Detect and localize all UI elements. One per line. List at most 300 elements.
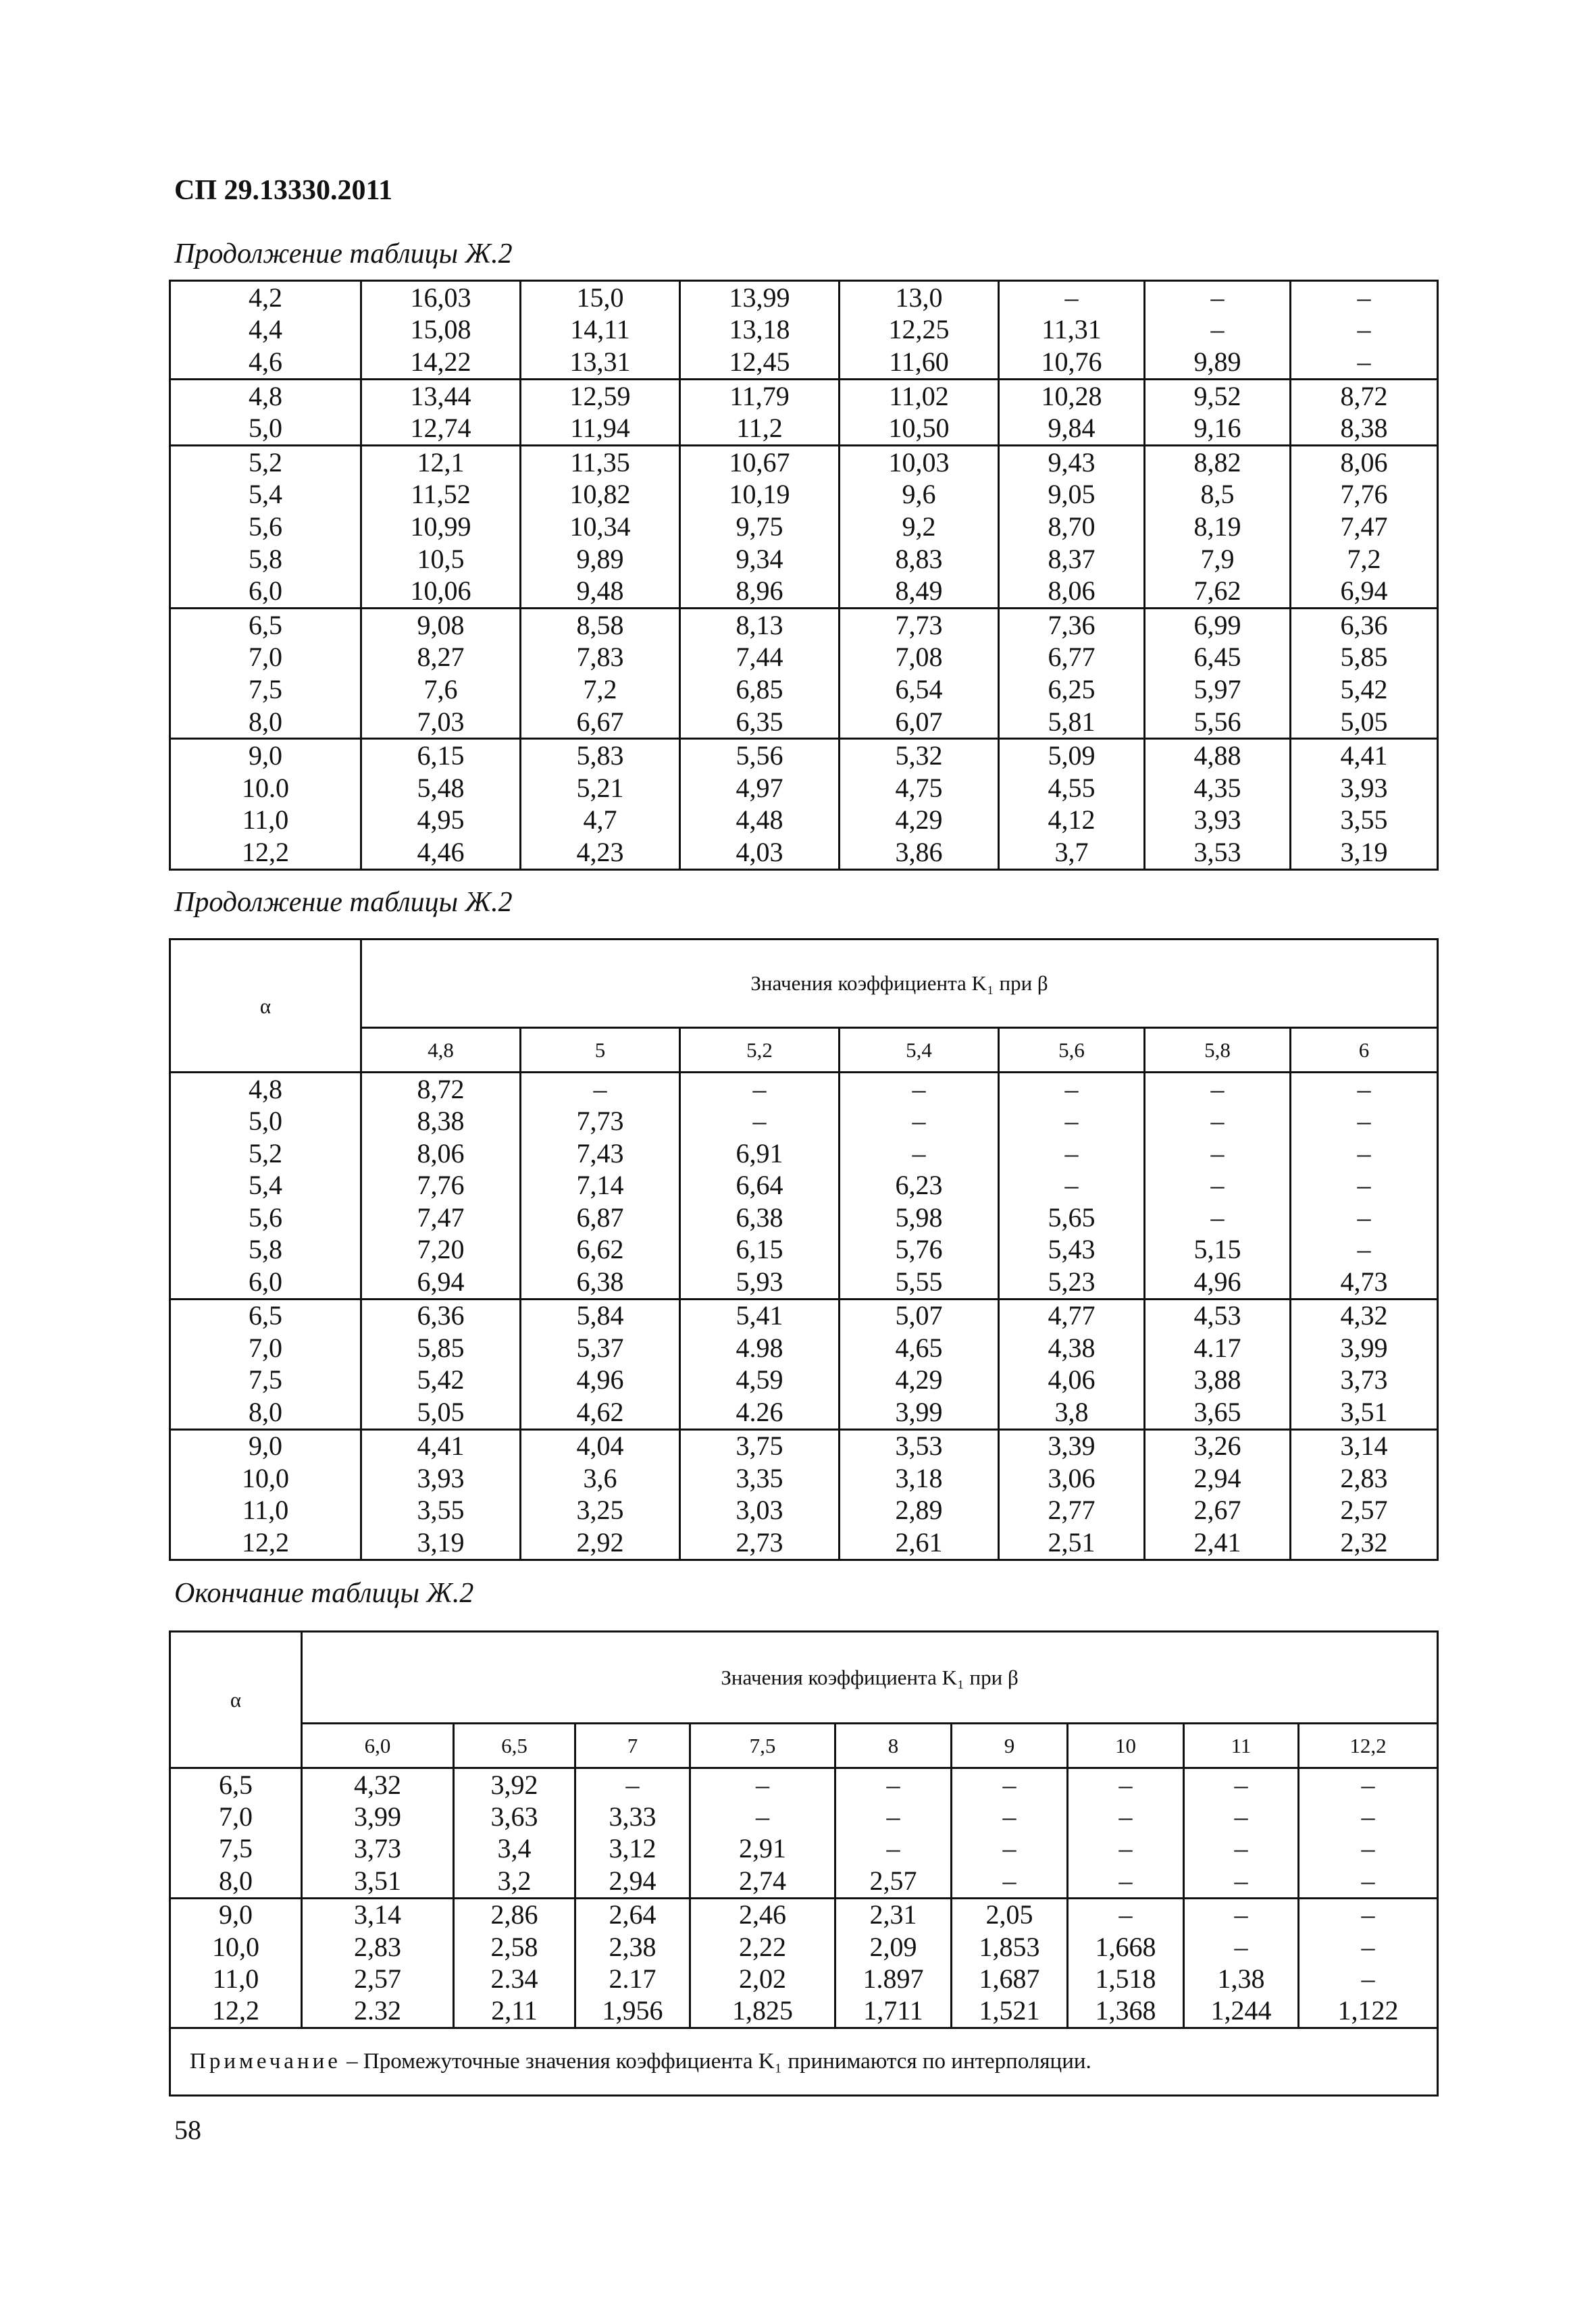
k1-value-cell: 1,521	[952, 1995, 1068, 2028]
k1-value-cell: 3,99	[840, 1396, 999, 1429]
k1-value-cell: 11,35	[521, 445, 680, 478]
k1-value-cell: 8,49	[840, 575, 999, 608]
alpha-cell: 9,0	[170, 739, 361, 772]
beta-header-cell: 6,5	[454, 1723, 575, 1768]
k1-value-cell: 5,43	[999, 1234, 1145, 1266]
alpha-cell: 7,0	[170, 1801, 302, 1832]
k1-value-cell: 7,62	[1145, 575, 1291, 608]
alpha-cell: 6,5	[170, 1299, 361, 1332]
table3-caption: Окончание таблицы Ж.2	[174, 1578, 474, 1609]
k1-value-cell: 2,91	[690, 1833, 835, 1865]
beta-header-cell: 5,2	[680, 1027, 840, 1072]
table-row	[170, 346, 1438, 379]
beta-header-cell: 4,8	[361, 1027, 521, 1072]
k1-value-cell: –	[1299, 1931, 1438, 1963]
beta-header-cell: 6	[1291, 1027, 1438, 1072]
k1-value-cell: 5,84	[521, 1299, 680, 1332]
k1-value-cell: 6,38	[680, 1202, 840, 1234]
k1-value-cell: 8,70	[999, 511, 1145, 543]
k1-value-cell: 8,96	[680, 575, 840, 608]
k1-value-cell: 4,97	[680, 772, 840, 804]
k1-value-cell: –	[999, 281, 1145, 314]
table-row	[170, 1106, 1438, 1138]
k1-value-cell: –	[1299, 1963, 1438, 1995]
k1-value-cell: 3,33	[575, 1801, 690, 1832]
alpha-cell: 5,4	[170, 479, 361, 511]
k1-value-cell: 4.98	[680, 1332, 840, 1364]
beta-header-cell: 6,0	[302, 1723, 454, 1768]
k1-value-cell: –	[690, 1768, 835, 1801]
k1-value-cell: 10,28	[999, 379, 1145, 412]
k1-value-cell: 5,93	[680, 1266, 840, 1299]
k1-value-cell: 6,15	[361, 739, 521, 772]
k1-value-cell: 2,31	[835, 1898, 952, 1931]
k1-value-cell: 12,25	[840, 314, 999, 346]
k1-value-cell: 5,56	[680, 739, 840, 772]
k1-value-cell: 5,48	[361, 772, 521, 804]
table-row	[170, 1865, 1438, 1898]
k1-value-cell: 9,08	[361, 608, 521, 641]
table1	[169, 280, 1439, 871]
k1-value-cell: 9,6	[840, 479, 999, 511]
k1-value-cell: 7,6	[361, 673, 521, 706]
k1-value-cell: 1,518	[1068, 1963, 1184, 1995]
k1-value-cell: 1,711	[835, 1995, 952, 2028]
k1-value-cell: –	[1291, 346, 1438, 379]
note-text: – Промежуточные значения коэффициента K₁ принимаются по интерполяции.	[346, 2049, 1091, 2074]
k1-value-cell: 3,18	[840, 1462, 999, 1495]
k1-value-cell: –	[690, 1801, 835, 1832]
alpha-cell: 5,8	[170, 543, 361, 575]
k1-value-cell: 5,32	[840, 739, 999, 772]
k1-value-cell: 4,46	[361, 836, 521, 869]
alpha-cell: 12,2	[170, 836, 361, 869]
k1-value-cell: 6,54	[840, 673, 999, 706]
k1-value-cell: 9,05	[999, 479, 1145, 511]
k1-value-cell: 6,38	[521, 1266, 680, 1299]
k1-value-cell: 7,47	[361, 1202, 521, 1234]
k1-value-cell: –	[1299, 1833, 1438, 1865]
k1-value-cell: 8,82	[1145, 445, 1291, 478]
k1-value-cell: 10,06	[361, 575, 521, 608]
k1-value-cell: 5,21	[521, 772, 680, 804]
k1-value-cell: 4,75	[840, 772, 999, 804]
k1-value-cell: 4,29	[840, 804, 999, 837]
k1-value-cell: 3,6	[521, 1462, 680, 1495]
k1-value-cell: 10,99	[361, 511, 521, 543]
k1-value-cell: 11,52	[361, 479, 521, 511]
alpha-cell: 6,5	[170, 1768, 302, 1801]
k1-group-header: Значения коэффициента K₁ при β	[302, 1632, 1438, 1724]
k1-value-cell: 5,85	[361, 1332, 521, 1364]
k1-value-cell: 8,27	[361, 642, 521, 674]
alpha-cell: 6,0	[170, 1266, 361, 1299]
k1-value-cell: –	[1184, 1865, 1299, 1898]
k1-value-cell: 11,2	[680, 412, 840, 445]
alpha-cell: 5,4	[170, 1170, 361, 1202]
k1-value-cell: 7,20	[361, 1234, 521, 1266]
k1-value-cell: 12,74	[361, 412, 521, 445]
k1-value-cell: 3,8	[999, 1396, 1145, 1429]
k1-value-cell: 3,86	[840, 836, 999, 869]
k1-value-cell: –	[1145, 1137, 1291, 1170]
k1-value-cell: 6,94	[1291, 575, 1438, 608]
k1-value-cell: 5,15	[1145, 1234, 1291, 1266]
k1-value-cell: 3,25	[521, 1495, 680, 1527]
k1-value-cell: –	[999, 1106, 1145, 1138]
k1-value-cell: 5,55	[840, 1266, 999, 1299]
k1-value-cell: 5,41	[680, 1299, 840, 1332]
beta-header-cell: 11	[1184, 1723, 1299, 1768]
beta-header-cell: 10	[1068, 1723, 1184, 1768]
k1-value-cell: 3,55	[1291, 804, 1438, 837]
table1-caption: Продолжение таблицы Ж.2	[174, 238, 513, 269]
table-row	[170, 1833, 1438, 1865]
k1-value-cell: –	[952, 1768, 1068, 1801]
table-row	[170, 1801, 1438, 1832]
table-row	[170, 1963, 1438, 1995]
alpha-cell: 4,4	[170, 314, 361, 346]
k1-value-cell: 2,94	[575, 1865, 690, 1898]
k1-value-cell: 7,73	[521, 1106, 680, 1138]
k1-value-cell: 8,58	[521, 608, 680, 641]
beta-header-cell: 9	[952, 1723, 1068, 1768]
k1-value-cell: 15,0	[521, 281, 680, 314]
k1-value-cell: 3,19	[1291, 836, 1438, 869]
k1-value-cell: –	[1299, 1768, 1438, 1801]
k1-value-cell: 6,45	[1145, 642, 1291, 674]
k1-value-cell: 3,99	[302, 1801, 454, 1832]
k1-value-cell: 3,7	[999, 836, 1145, 869]
alpha-cell: 12,2	[170, 1526, 361, 1560]
page-number: 58	[174, 2115, 201, 2145]
k1-value-cell: –	[1184, 1931, 1299, 1963]
k1-value-cell: 2,32	[1291, 1526, 1438, 1560]
k1-value-cell: 11,02	[840, 379, 999, 412]
k1-value-cell: 5,42	[1291, 673, 1438, 706]
k1-value-cell: –	[1145, 1202, 1291, 1234]
k1-value-cell: 7,43	[521, 1137, 680, 1170]
table-row	[170, 445, 1438, 478]
alpha-cell: 5,8	[170, 1234, 361, 1266]
k1-value-cell: 1,668	[1068, 1931, 1184, 1963]
k1-value-cell: 3,03	[680, 1495, 840, 1527]
k1-value-cell: 5,83	[521, 739, 680, 772]
alpha-header: α	[170, 940, 361, 1073]
k1-value-cell: 10,34	[521, 511, 680, 543]
k1-value-cell: 13,31	[521, 346, 680, 379]
k1-value-cell: 6,15	[680, 1234, 840, 1266]
k1-value-cell: 4,38	[999, 1332, 1145, 1364]
k1-value-cell: 6,36	[361, 1299, 521, 1332]
table-row	[170, 1429, 1438, 1462]
k1-value-cell: 12,1	[361, 445, 521, 478]
k1-value-cell: 3,63	[454, 1801, 575, 1832]
k1-value-cell: –	[952, 1865, 1068, 1898]
beta-header-cell: 7	[575, 1723, 690, 1768]
k1-value-cell: 4,96	[1145, 1266, 1291, 1299]
table2	[169, 938, 1439, 1561]
k1-value-cell: –	[1145, 314, 1291, 346]
k1-value-cell: 3,55	[361, 1495, 521, 1527]
k1-value-cell: 7,47	[1291, 511, 1438, 543]
k1-value-cell: 4,53	[1145, 1299, 1291, 1332]
k1-value-cell: 7,2	[521, 673, 680, 706]
table-row	[170, 1768, 1438, 1801]
alpha-cell: 10.0	[170, 772, 361, 804]
k1-value-cell: 8,83	[840, 543, 999, 575]
k1-value-cell: –	[680, 1073, 840, 1106]
k1-value-cell: 3,51	[302, 1865, 454, 1898]
k1-value-cell: 1,825	[690, 1995, 835, 2028]
k1-value-cell: 6,99	[1145, 608, 1291, 641]
table-row	[170, 836, 1438, 869]
k1-value-cell: 3,93	[361, 1462, 521, 1495]
k1-value-cell: –	[1145, 1170, 1291, 1202]
k1-value-cell: 3,4	[454, 1833, 575, 1865]
k1-value-cell: 7,44	[680, 642, 840, 674]
k1-value-cell: –	[1068, 1898, 1184, 1931]
table-row	[170, 1332, 1438, 1364]
k1-value-cell: 4.17	[1145, 1332, 1291, 1364]
k1-value-cell: 8,06	[1291, 445, 1438, 478]
k1-value-cell: 8,72	[361, 1073, 521, 1106]
k1-value-cell: –	[1291, 281, 1438, 314]
table-row	[170, 1266, 1438, 1299]
alpha-cell: 4,2	[170, 281, 361, 314]
k1-value-cell: 4,06	[999, 1364, 1145, 1397]
alpha-cell: 7,0	[170, 1332, 361, 1364]
table-row	[170, 1526, 1438, 1560]
k1-value-cell: 5,81	[999, 706, 1145, 739]
k1-value-cell: 3,53	[1145, 836, 1291, 869]
k1-value-cell: –	[575, 1768, 690, 1801]
alpha-cell: 4,8	[170, 1073, 361, 1106]
table-row	[170, 1898, 1438, 1931]
alpha-cell: 7,0	[170, 642, 361, 674]
k1-value-cell: 8,38	[1291, 412, 1438, 445]
k1-value-cell: 2,11	[454, 1995, 575, 2028]
k1-value-cell: 2,73	[680, 1526, 840, 1560]
k1-value-cell: 8,13	[680, 608, 840, 641]
k1-value-cell: 10,76	[999, 346, 1145, 379]
k1-value-cell: 4,32	[302, 1768, 454, 1801]
k1-value-cell: 4,12	[999, 804, 1145, 837]
table-row	[170, 1931, 1438, 1963]
k1-value-cell: 3,12	[575, 1833, 690, 1865]
k1-value-cell: 9,48	[521, 575, 680, 608]
k1-value-cell: 14,22	[361, 346, 521, 379]
k1-value-cell: 5,65	[999, 1202, 1145, 1234]
k1-value-cell: 2,86	[454, 1898, 575, 1931]
k1-value-cell: 2,83	[302, 1931, 454, 1963]
k1-value-cell: 6,23	[840, 1170, 999, 1202]
k1-value-cell: –	[680, 1106, 840, 1138]
k1-value-cell: 11,79	[680, 379, 840, 412]
alpha-cell: 10,0	[170, 1931, 302, 1963]
k1-value-cell: 2.34	[454, 1963, 575, 1995]
beta-header-cell: 5,8	[1145, 1027, 1291, 1072]
table-row	[170, 1995, 1438, 2028]
k1-value-cell: 2,89	[840, 1495, 999, 1527]
k1-value-cell: –	[835, 1801, 952, 1832]
k1-value-cell: 7,08	[840, 642, 999, 674]
k1-value-cell: 10,5	[361, 543, 521, 575]
k1-value-cell: 7,2	[1291, 543, 1438, 575]
k1-value-cell: 4,32	[1291, 1299, 1438, 1332]
k1-value-cell: 2,41	[1145, 1526, 1291, 1560]
k1-value-cell: 4,96	[521, 1364, 680, 1397]
k1-value-cell: –	[1068, 1865, 1184, 1898]
k1-value-cell: 4,41	[1291, 739, 1438, 772]
k1-value-cell: 6,91	[680, 1137, 840, 1170]
k1-value-cell: –	[1299, 1898, 1438, 1931]
k1-value-cell: 14,11	[521, 314, 680, 346]
k1-value-cell: 1,687	[952, 1963, 1068, 1995]
k1-value-cell: 4,62	[521, 1396, 680, 1429]
k1-value-cell: 5,85	[1291, 642, 1438, 674]
alpha-cell: 12,2	[170, 1995, 302, 2028]
alpha-cell: 7,5	[170, 1364, 361, 1397]
k1-value-cell: 8,5	[1145, 479, 1291, 511]
k1-value-cell: 13,18	[680, 314, 840, 346]
k1-value-cell: 4,23	[521, 836, 680, 869]
table-row	[170, 479, 1438, 511]
alpha-cell: 8,0	[170, 706, 361, 739]
alpha-cell: 9,0	[170, 1898, 302, 1931]
k1-value-cell: 3,75	[680, 1429, 840, 1462]
beta-header-cell: 5	[521, 1027, 680, 1072]
k1-value-cell: 1,244	[1184, 1995, 1299, 2028]
k1-value-cell: –	[952, 1801, 1068, 1832]
k1-value-cell: 9,52	[1145, 379, 1291, 412]
k1-value-cell: –	[1291, 1137, 1438, 1170]
k1-value-cell: 2,57	[835, 1865, 952, 1898]
k1-value-cell: 6,94	[361, 1266, 521, 1299]
k1-value-cell: 13,0	[840, 281, 999, 314]
alpha-header: α	[170, 1632, 302, 1768]
k1-value-cell: 5,05	[361, 1396, 521, 1429]
k1-value-cell: –	[1291, 1106, 1438, 1138]
k1-value-cell: –	[1184, 1833, 1299, 1865]
k1-value-cell: 6,62	[521, 1234, 680, 1266]
k1-value-cell: 7,9	[1145, 543, 1291, 575]
table-row	[170, 281, 1438, 314]
table-row	[170, 511, 1438, 543]
table-row	[170, 772, 1438, 804]
k1-value-cell: –	[1299, 1801, 1438, 1832]
k1-value-cell: 4,65	[840, 1332, 999, 1364]
k1-value-cell: 7,76	[1291, 479, 1438, 511]
table2-caption: Продолжение таблицы Ж.2	[174, 887, 513, 918]
k1-value-cell: 13,44	[361, 379, 521, 412]
k1-value-cell: –	[1068, 1801, 1184, 1832]
k1-value-cell: –	[840, 1106, 999, 1138]
alpha-cell: 8,0	[170, 1396, 361, 1429]
k1-value-cell: 3,06	[999, 1462, 1145, 1495]
k1-value-cell: 2.17	[575, 1963, 690, 1995]
k1-value-cell: 5,42	[361, 1364, 521, 1397]
k1-value-cell: 5,98	[840, 1202, 999, 1234]
table-row	[170, 804, 1438, 837]
beta-header-cell: 12,2	[1299, 1723, 1438, 1768]
k1-value-cell: 2,83	[1291, 1462, 1438, 1495]
alpha-cell: 7,5	[170, 1833, 302, 1865]
k1-value-cell: 4,95	[361, 804, 521, 837]
k1-value-cell: 6,87	[521, 1202, 680, 1234]
alpha-cell: 7,5	[170, 673, 361, 706]
alpha-cell: 8,0	[170, 1865, 302, 1898]
k1-value-cell: 1.897	[835, 1963, 952, 1995]
k1-value-cell: 10,82	[521, 479, 680, 511]
k1-value-cell: –	[1291, 1234, 1438, 1266]
k1-value-cell: 8,72	[1291, 379, 1438, 412]
beta-header-cell: 5,4	[840, 1027, 999, 1072]
k1-value-cell: 7,03	[361, 706, 521, 739]
k1-value-cell: 2,02	[690, 1963, 835, 1995]
k1-value-cell: 11,94	[521, 412, 680, 445]
k1-value-cell: 5,23	[999, 1266, 1145, 1299]
k1-value-cell: 9,34	[680, 543, 840, 575]
k1-value-cell: 2,51	[999, 1526, 1145, 1560]
k1-value-cell: 3,53	[840, 1429, 999, 1462]
table-row	[170, 642, 1438, 674]
k1-value-cell: –	[840, 1073, 999, 1106]
k1-value-cell: 3,35	[680, 1462, 840, 1495]
k1-value-cell: 3,26	[1145, 1429, 1291, 1462]
beta-header-cell: 8	[835, 1723, 952, 1768]
k1-value-cell: –	[835, 1833, 952, 1865]
k1-value-cell: 2,58	[454, 1931, 575, 1963]
table-row	[170, 1234, 1438, 1266]
k1-value-cell: 7,36	[999, 608, 1145, 641]
alpha-cell: 6,0	[170, 575, 361, 608]
k1-value-cell: 2,57	[302, 1963, 454, 1995]
k1-value-cell: 11,60	[840, 346, 999, 379]
k1-value-cell: 10,67	[680, 445, 840, 478]
k1-value-cell: 10,50	[840, 412, 999, 445]
k1-value-cell: 2,46	[690, 1898, 835, 1931]
k1-value-cell: –	[1184, 1801, 1299, 1832]
k1-value-cell: 16,03	[361, 281, 521, 314]
k1-value-cell: –	[1184, 1898, 1299, 1931]
table-row	[170, 1396, 1438, 1429]
k1-value-cell: 2,09	[835, 1931, 952, 1963]
k1-value-cell: 3,93	[1291, 772, 1438, 804]
k1-value-cell: 4,59	[680, 1364, 840, 1397]
k1-value-cell: 3,65	[1145, 1396, 1291, 1429]
k1-value-cell: 9,2	[840, 511, 999, 543]
k1-value-cell: 15,08	[361, 314, 521, 346]
alpha-cell: 5,2	[170, 445, 361, 478]
k1-value-cell: 4,29	[840, 1364, 999, 1397]
k1-value-cell: –	[1291, 1170, 1438, 1202]
k1-value-cell: 10,03	[840, 445, 999, 478]
k1-value-cell: –	[952, 1833, 1068, 1865]
k1-value-cell: 7,14	[521, 1170, 680, 1202]
k1-value-cell: 2,94	[1145, 1462, 1291, 1495]
k1-value-cell: –	[999, 1073, 1145, 1106]
k1-value-cell: 12,59	[521, 379, 680, 412]
k1-value-cell: 4,35	[1145, 772, 1291, 804]
k1-value-cell: 7,83	[521, 642, 680, 674]
table-row	[170, 1170, 1438, 1202]
k1-value-cell: –	[1145, 1073, 1291, 1106]
k1-value-cell: –	[1068, 1833, 1184, 1865]
k1-value-cell: 3,93	[1145, 804, 1291, 837]
k1-value-cell: 4,41	[361, 1429, 521, 1462]
k1-value-cell: 4,88	[1145, 739, 1291, 772]
